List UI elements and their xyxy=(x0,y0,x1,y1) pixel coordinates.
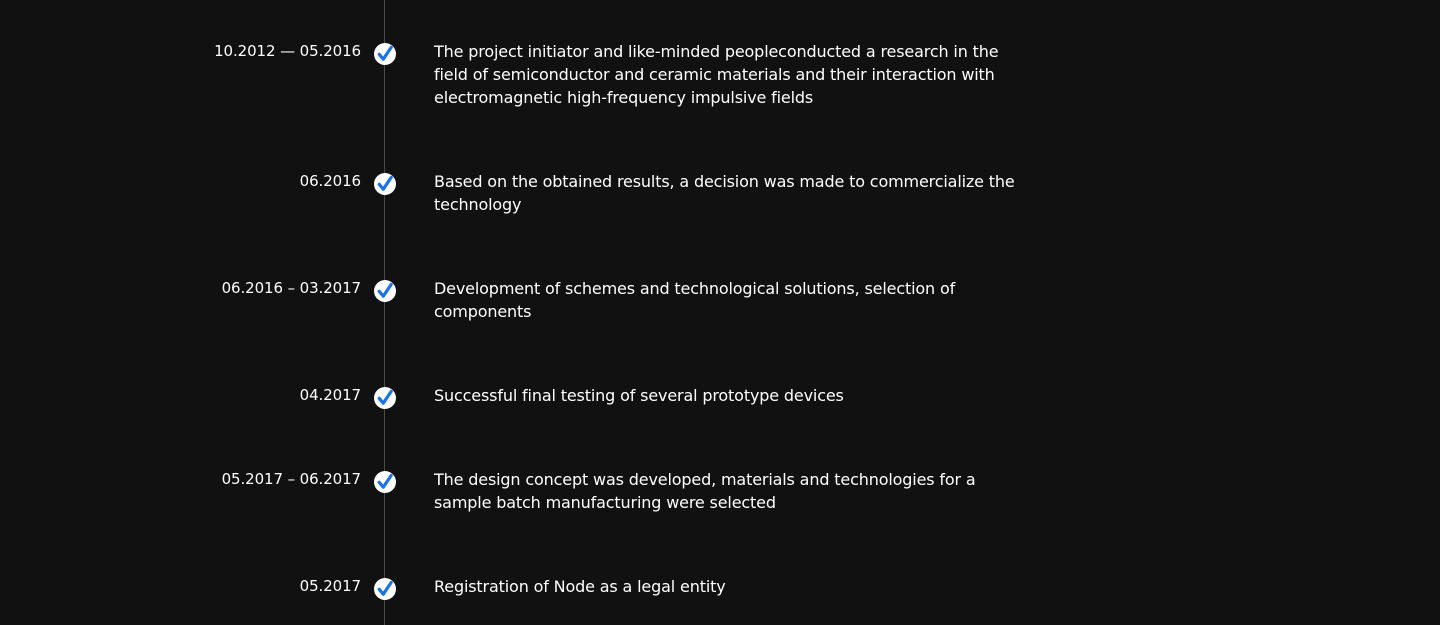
entry-description: The project initiator and like-minded peopleconducted a research in the field of semiconductor and ceramic materials and their interaction with electromagnetic high-frequency impulsive fields xyxy=(434,42,999,107)
check-circle-icon xyxy=(374,43,396,65)
entry-date: 04.2017 xyxy=(299,386,361,404)
entry-description: Registration of Node as a legal entity xyxy=(434,577,726,596)
check-circle-icon xyxy=(374,280,396,302)
entry-description: Development of schemes and technological solutions, selection of components xyxy=(434,279,956,321)
entry-date: 06.2016 xyxy=(299,172,361,190)
check-circle-icon xyxy=(374,471,396,493)
entry-description: Successful final testing of several prototype devices xyxy=(434,386,844,405)
entry-date: 06.2016 – 03.2017 xyxy=(221,279,361,297)
check-circle-icon xyxy=(374,173,396,195)
entry-date: 05.2017 – 06.2017 xyxy=(221,470,361,488)
check-circle-icon xyxy=(374,387,396,409)
check-circle-icon xyxy=(374,578,396,600)
entry-date: 10.2012 — 05.2016 xyxy=(214,42,361,60)
entry-description: The design concept was developed, materials and technologies for a sample batch manufacturing were selected xyxy=(434,470,976,512)
timeline-line xyxy=(384,0,385,625)
entry-description: Based on the obtained results, a decision was made to commercialize the technology xyxy=(434,172,1015,214)
entry-date: 05.2017 xyxy=(299,577,361,595)
